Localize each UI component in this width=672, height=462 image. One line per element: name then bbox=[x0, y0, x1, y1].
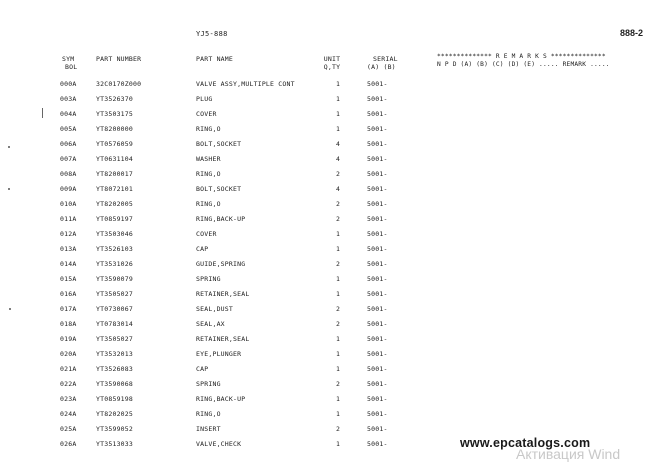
serial-cell: 5001- bbox=[367, 200, 388, 208]
quantity-cell: 1 bbox=[335, 410, 341, 418]
scan-mark bbox=[8, 146, 10, 148]
quantity-cell: 1 bbox=[335, 440, 341, 448]
part-name-cell: COVER bbox=[196, 110, 217, 118]
quantity-cell: 2 bbox=[335, 260, 341, 268]
table-row bbox=[0, 140, 672, 150]
page-number: 888-2 bbox=[620, 28, 644, 38]
watermark-url: www.epcatalogs.com bbox=[460, 436, 591, 450]
scan-mark bbox=[42, 108, 43, 118]
serial-cell: 5001- bbox=[367, 290, 388, 298]
symbol-cell: 003A bbox=[60, 95, 77, 103]
table-row bbox=[0, 215, 672, 225]
quantity-cell: 1 bbox=[335, 335, 341, 343]
serial-cell: 5001- bbox=[367, 380, 388, 388]
table-row bbox=[0, 350, 672, 360]
header-part-name: PART NAME bbox=[196, 55, 234, 63]
symbol-cell: 021A bbox=[60, 365, 77, 373]
quantity-cell: 2 bbox=[335, 200, 341, 208]
quantity-cell: 2 bbox=[335, 425, 341, 433]
part-name-cell: PLUG bbox=[196, 95, 213, 103]
part-name-cell: WASHER bbox=[196, 155, 221, 163]
symbol-cell: 017A bbox=[60, 305, 77, 313]
table-row bbox=[0, 425, 672, 435]
windows-activation-text: Активация Wind bbox=[516, 446, 621, 462]
serial-cell: 5001- bbox=[367, 275, 388, 283]
symbol-cell: 023A bbox=[60, 395, 77, 403]
part-name-cell: BOLT,SOCKET bbox=[196, 140, 242, 148]
quantity-cell: 1 bbox=[335, 245, 341, 253]
header-symbol: SYM BOL bbox=[62, 55, 78, 71]
part-number-cell: YT0631104 bbox=[96, 155, 134, 163]
quantity-cell: 1 bbox=[335, 125, 341, 133]
table-row bbox=[0, 125, 672, 135]
part-number-cell: 32C0170Z000 bbox=[96, 80, 142, 88]
part-number-cell: YT3503175 bbox=[96, 110, 134, 118]
table-row bbox=[0, 95, 672, 105]
part-number-cell: YT8202005 bbox=[96, 200, 134, 208]
serial-cell: 5001- bbox=[367, 215, 388, 223]
part-name-cell: EYE,PLUNGER bbox=[196, 350, 242, 358]
table-row bbox=[0, 110, 672, 120]
serial-cell: 5001- bbox=[367, 350, 388, 358]
symbol-cell: 016A bbox=[60, 290, 77, 298]
table-row bbox=[0, 170, 672, 180]
symbol-cell: 009A bbox=[60, 185, 77, 193]
part-name-cell: RING,BACK-UP bbox=[196, 395, 246, 403]
part-name-cell: VALVE,CHECK bbox=[196, 440, 242, 448]
part-number-cell: YT3526103 bbox=[96, 245, 134, 253]
symbol-cell: 025A bbox=[60, 425, 77, 433]
part-name-cell: VALVE ASSY,MULTIPLE CONT bbox=[196, 80, 295, 88]
part-number-cell: YT3531026 bbox=[96, 260, 134, 268]
document-title: YJ5-888 bbox=[196, 30, 228, 38]
table-row bbox=[0, 290, 672, 300]
part-number-cell: YT3505027 bbox=[96, 290, 134, 298]
scan-mark bbox=[9, 308, 11, 310]
part-number-cell: YT3590068 bbox=[96, 380, 134, 388]
table-row bbox=[0, 305, 672, 315]
table-row bbox=[0, 380, 672, 390]
symbol-cell: 015A bbox=[60, 275, 77, 283]
part-name-cell: RING,O bbox=[196, 200, 221, 208]
table-row bbox=[0, 155, 672, 165]
symbol-cell: 000A bbox=[60, 80, 77, 88]
table-row bbox=[0, 410, 672, 420]
part-name-cell: RETAINER,SEAL bbox=[196, 335, 250, 343]
symbol-cell: 020A bbox=[60, 350, 77, 358]
part-number-cell: YT3526083 bbox=[96, 365, 134, 373]
symbol-cell: 014A bbox=[60, 260, 77, 268]
part-name-cell: RING,O bbox=[196, 125, 221, 133]
table-row bbox=[0, 230, 672, 240]
symbol-cell: 004A bbox=[60, 110, 77, 118]
part-name-cell: SEAL,DUST bbox=[196, 305, 234, 313]
part-name-cell: SEAL,AX bbox=[196, 320, 225, 328]
quantity-cell: 1 bbox=[335, 230, 341, 238]
quantity-cell: 2 bbox=[335, 170, 341, 178]
part-name-cell: CAP bbox=[196, 365, 209, 373]
quantity-cell: 2 bbox=[335, 380, 341, 388]
quantity-cell: 1 bbox=[335, 80, 341, 88]
quantity-cell: 2 bbox=[335, 215, 341, 223]
quantity-cell: 1 bbox=[335, 95, 341, 103]
part-number-cell: YT3532013 bbox=[96, 350, 134, 358]
serial-cell: 5001- bbox=[367, 410, 388, 418]
part-number-cell: YT3513033 bbox=[96, 440, 134, 448]
serial-cell: 5001- bbox=[367, 335, 388, 343]
table-row bbox=[0, 395, 672, 405]
quantity-cell: 1 bbox=[335, 395, 341, 403]
part-number-cell: YT8072101 bbox=[96, 185, 134, 193]
symbol-cell: 019A bbox=[60, 335, 77, 343]
part-number-cell: YT3505027 bbox=[96, 335, 134, 343]
serial-cell: 5001- bbox=[367, 110, 388, 118]
serial-cell: 5001- bbox=[367, 395, 388, 403]
serial-cell: 5001- bbox=[367, 245, 388, 253]
part-name-cell: SPRING bbox=[196, 380, 221, 388]
quantity-cell: 4 bbox=[335, 155, 341, 163]
part-number-cell: YT0576059 bbox=[96, 140, 134, 148]
header-unit-qty: UNIT Q,TY bbox=[323, 55, 341, 71]
serial-cell: 5001- bbox=[367, 80, 388, 88]
part-number-cell: YT0859197 bbox=[96, 215, 134, 223]
serial-cell: 5001- bbox=[367, 95, 388, 103]
scan-mark bbox=[8, 188, 10, 190]
quantity-cell: 1 bbox=[335, 110, 341, 118]
quantity-cell: 1 bbox=[335, 275, 341, 283]
part-number-cell: YT3590079 bbox=[96, 275, 134, 283]
part-name-cell: SPRING bbox=[196, 275, 221, 283]
part-number-cell: YT3599052 bbox=[96, 425, 134, 433]
symbol-cell: 018A bbox=[60, 320, 77, 328]
part-number-cell: YT0783014 bbox=[96, 320, 134, 328]
quantity-cell: 2 bbox=[335, 305, 341, 313]
symbol-cell: 022A bbox=[60, 380, 77, 388]
part-name-cell: RING,BACK-UP bbox=[196, 215, 246, 223]
part-number-cell: YT3503046 bbox=[96, 230, 134, 238]
symbol-cell: 026A bbox=[60, 440, 77, 448]
quantity-cell: 4 bbox=[335, 185, 341, 193]
quantity-cell: 1 bbox=[335, 350, 341, 358]
header-serial: SERIAL (A) (B) bbox=[367, 55, 398, 71]
serial-cell: 5001- bbox=[367, 140, 388, 148]
part-number-cell: YT3526370 bbox=[96, 95, 134, 103]
table-row bbox=[0, 365, 672, 375]
table-row bbox=[0, 200, 672, 210]
symbol-cell: 006A bbox=[60, 140, 77, 148]
part-name-cell: GUIDE,SPRING bbox=[196, 260, 246, 268]
quantity-cell: 4 bbox=[335, 140, 341, 148]
symbol-cell: 005A bbox=[60, 125, 77, 133]
serial-cell: 5001- bbox=[367, 440, 388, 448]
symbol-cell: 024A bbox=[60, 410, 77, 418]
symbol-cell: 008A bbox=[60, 170, 77, 178]
symbol-cell: 010A bbox=[60, 200, 77, 208]
symbol-cell: 011A bbox=[60, 215, 77, 223]
serial-cell: 5001- bbox=[367, 185, 388, 193]
quantity-cell: 2 bbox=[335, 320, 341, 328]
serial-cell: 5001- bbox=[367, 425, 388, 433]
table-row bbox=[0, 260, 672, 270]
part-name-cell: COVER bbox=[196, 230, 217, 238]
part-name-cell: RING,O bbox=[196, 410, 221, 418]
serial-cell: 5001- bbox=[367, 365, 388, 373]
table-row bbox=[0, 335, 672, 345]
part-number-cell: YT0730067 bbox=[96, 305, 134, 313]
part-name-cell: INSERT bbox=[196, 425, 221, 433]
serial-cell: 5001- bbox=[367, 170, 388, 178]
quantity-cell: 1 bbox=[335, 290, 341, 298]
serial-cell: 5001- bbox=[367, 260, 388, 268]
serial-cell: 5001- bbox=[367, 305, 388, 313]
serial-cell: 5001- bbox=[367, 230, 388, 238]
table-row bbox=[0, 185, 672, 195]
part-name-cell: CAP bbox=[196, 245, 209, 253]
table-row bbox=[0, 275, 672, 285]
part-name-cell: RING,O bbox=[196, 170, 221, 178]
header-part-number: PART NUMBER bbox=[96, 55, 142, 63]
part-name-cell: BOLT,SOCKET bbox=[196, 185, 242, 193]
serial-cell: 5001- bbox=[367, 125, 388, 133]
symbol-cell: 013A bbox=[60, 245, 77, 253]
header-remarks: ************** R E M A R K S ************** N P D (A) (B) (C) (D) (E) ..... REMARK ..... bbox=[437, 53, 610, 68]
part-number-cell: YT0859198 bbox=[96, 395, 134, 403]
symbol-cell: 007A bbox=[60, 155, 77, 163]
part-number-cell: YT8200017 bbox=[96, 170, 134, 178]
part-number-cell: YT8202025 bbox=[96, 410, 134, 418]
table-row bbox=[0, 245, 672, 255]
serial-cell: 5001- bbox=[367, 320, 388, 328]
table-row bbox=[0, 320, 672, 330]
symbol-cell: 012A bbox=[60, 230, 77, 238]
serial-cell: 5001- bbox=[367, 155, 388, 163]
part-name-cell: RETAINER,SEAL bbox=[196, 290, 250, 298]
quantity-cell: 1 bbox=[335, 365, 341, 373]
table-row bbox=[0, 80, 672, 90]
part-number-cell: YT8200000 bbox=[96, 125, 134, 133]
